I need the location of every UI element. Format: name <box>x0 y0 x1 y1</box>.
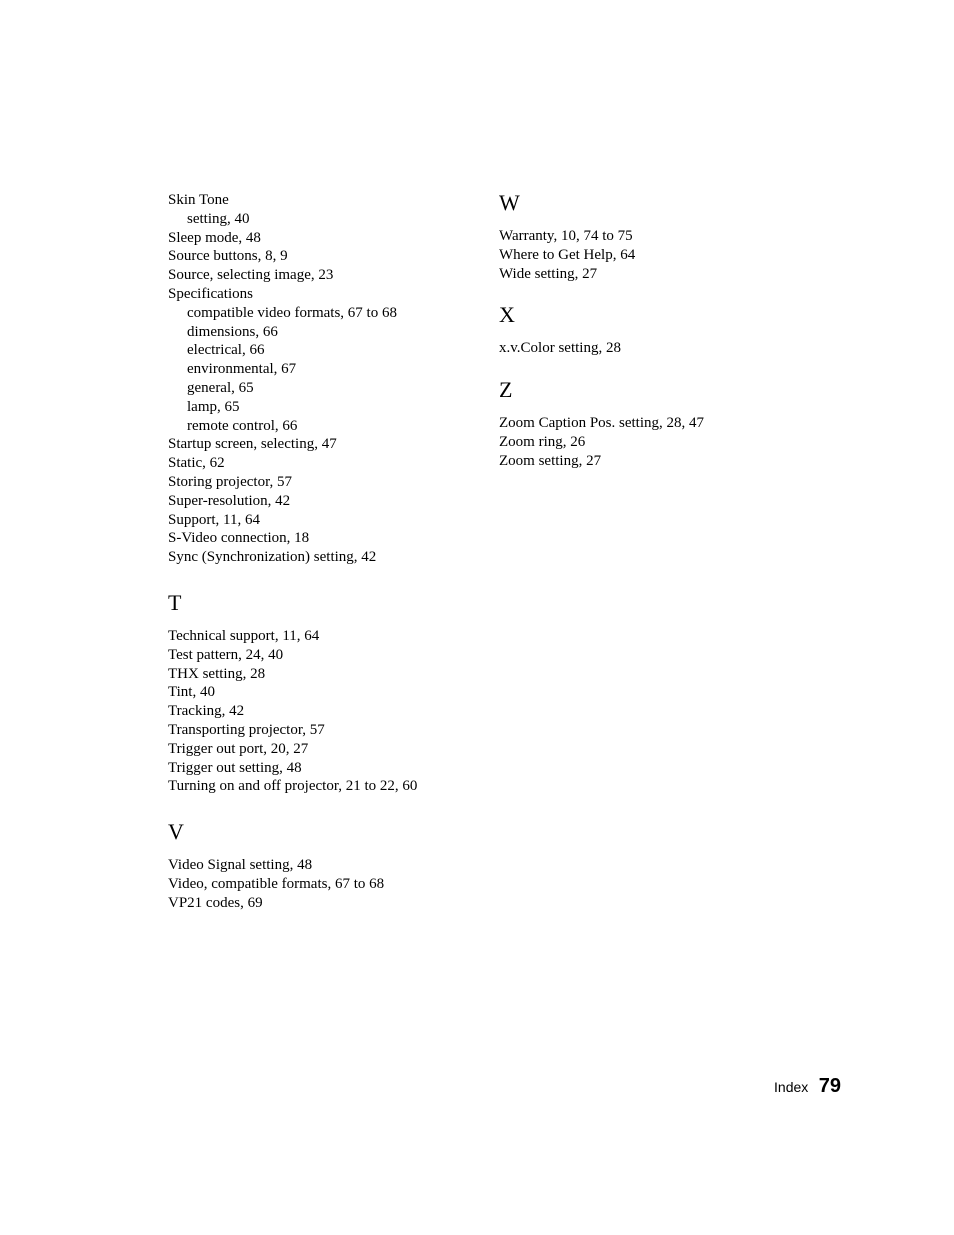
index-letter-t: T <box>168 589 182 615</box>
index-subentry: electrical, 66 <box>187 342 265 359</box>
index-entry: Specifications <box>168 285 253 302</box>
index-entry: Test pattern, 24, 40 <box>168 646 284 663</box>
index-subentry: compatible video formats, 67 to 68 <box>187 304 397 321</box>
index-entry: Where to Get Help, 64 <box>499 246 636 263</box>
index-entry: Source, selecting image, 23 <box>168 267 334 284</box>
index-subentry: dimensions, 66 <box>187 323 278 340</box>
index-section-v <box>168 856 478 912</box>
index-entry: Sleep mode, 48 <box>168 229 261 246</box>
index-entry: Tracking, 42 <box>168 703 245 720</box>
index-entry: THX setting, 28 <box>168 665 266 682</box>
index-entry: VP21 codes, 69 <box>168 894 263 911</box>
footer-label: Index <box>774 1079 809 1095</box>
index-entry: Skin Tone <box>168 192 229 208</box>
index-entry: S-Video connection, 18 <box>168 530 310 547</box>
index-entry: Zoom setting, 27 <box>499 452 602 469</box>
index-section-w <box>499 227 799 283</box>
index-entry: Warranty, 10, 74 to 75 <box>499 228 633 244</box>
index-subentry: setting, 40 <box>187 210 250 227</box>
index-entry: Zoom Caption Pos. setting, 28, 47 <box>499 415 705 432</box>
index-entry: Tint, 40 <box>168 684 215 701</box>
index-subentry: general, 65 <box>187 379 254 396</box>
index-section-s <box>168 191 478 567</box>
index-entry: Video, compatible formats, 67 to 68 <box>168 875 385 892</box>
index-left-column <box>168 191 478 913</box>
index-entry: Transporting projector, 57 <box>168 721 325 738</box>
index-entry: Startup screen, selecting, 47 <box>168 436 337 453</box>
index-right-column <box>499 191 799 471</box>
section-gap <box>499 283 799 303</box>
index-subentry: environmental, 67 <box>187 361 297 378</box>
index-entry: Source buttons, 8, 9 <box>168 248 288 265</box>
index-entry: Trigger out port, 20, 27 <box>168 740 309 757</box>
index-letter-z: Z <box>499 377 513 403</box>
section-gap <box>168 796 478 820</box>
index-section-t <box>168 627 478 796</box>
index-subentry: lamp, 65 <box>187 398 240 415</box>
index-letter-v: V <box>168 819 184 845</box>
index-entry: Static, 62 <box>168 455 225 472</box>
index-entry: Support, 11, 64 <box>168 511 260 528</box>
index-subentry: remote control, 66 <box>187 417 298 434</box>
index-entry: x.v.Color setting, 28 <box>499 340 621 357</box>
page-footer <box>774 1075 841 1098</box>
index-entry: Trigger out setting, 48 <box>168 759 302 776</box>
index-letter-x: X <box>499 302 515 328</box>
section-gap <box>499 358 799 378</box>
index-entry: Turning on and off projector, 21 to 22, 60 <box>168 778 418 795</box>
index-entry: Sync (Synchronization) setting, 42 <box>168 549 377 566</box>
index-letter-w: W <box>499 190 520 215</box>
index-entry: Super-resolution, 42 <box>168 492 291 509</box>
page-number: 79 <box>818 1075 841 1097</box>
index-entry: Wide setting, 27 <box>499 265 598 282</box>
index-entry: Zoom ring, 26 <box>499 433 586 450</box>
index-section-x <box>499 339 799 358</box>
index-section-z <box>499 414 799 470</box>
index-entry: Video Signal setting, 48 <box>168 857 313 874</box>
index-entry: Storing projector, 57 <box>168 473 292 490</box>
index-entry: Technical support, 11, 64 <box>168 627 320 644</box>
section-gap <box>168 567 478 591</box>
